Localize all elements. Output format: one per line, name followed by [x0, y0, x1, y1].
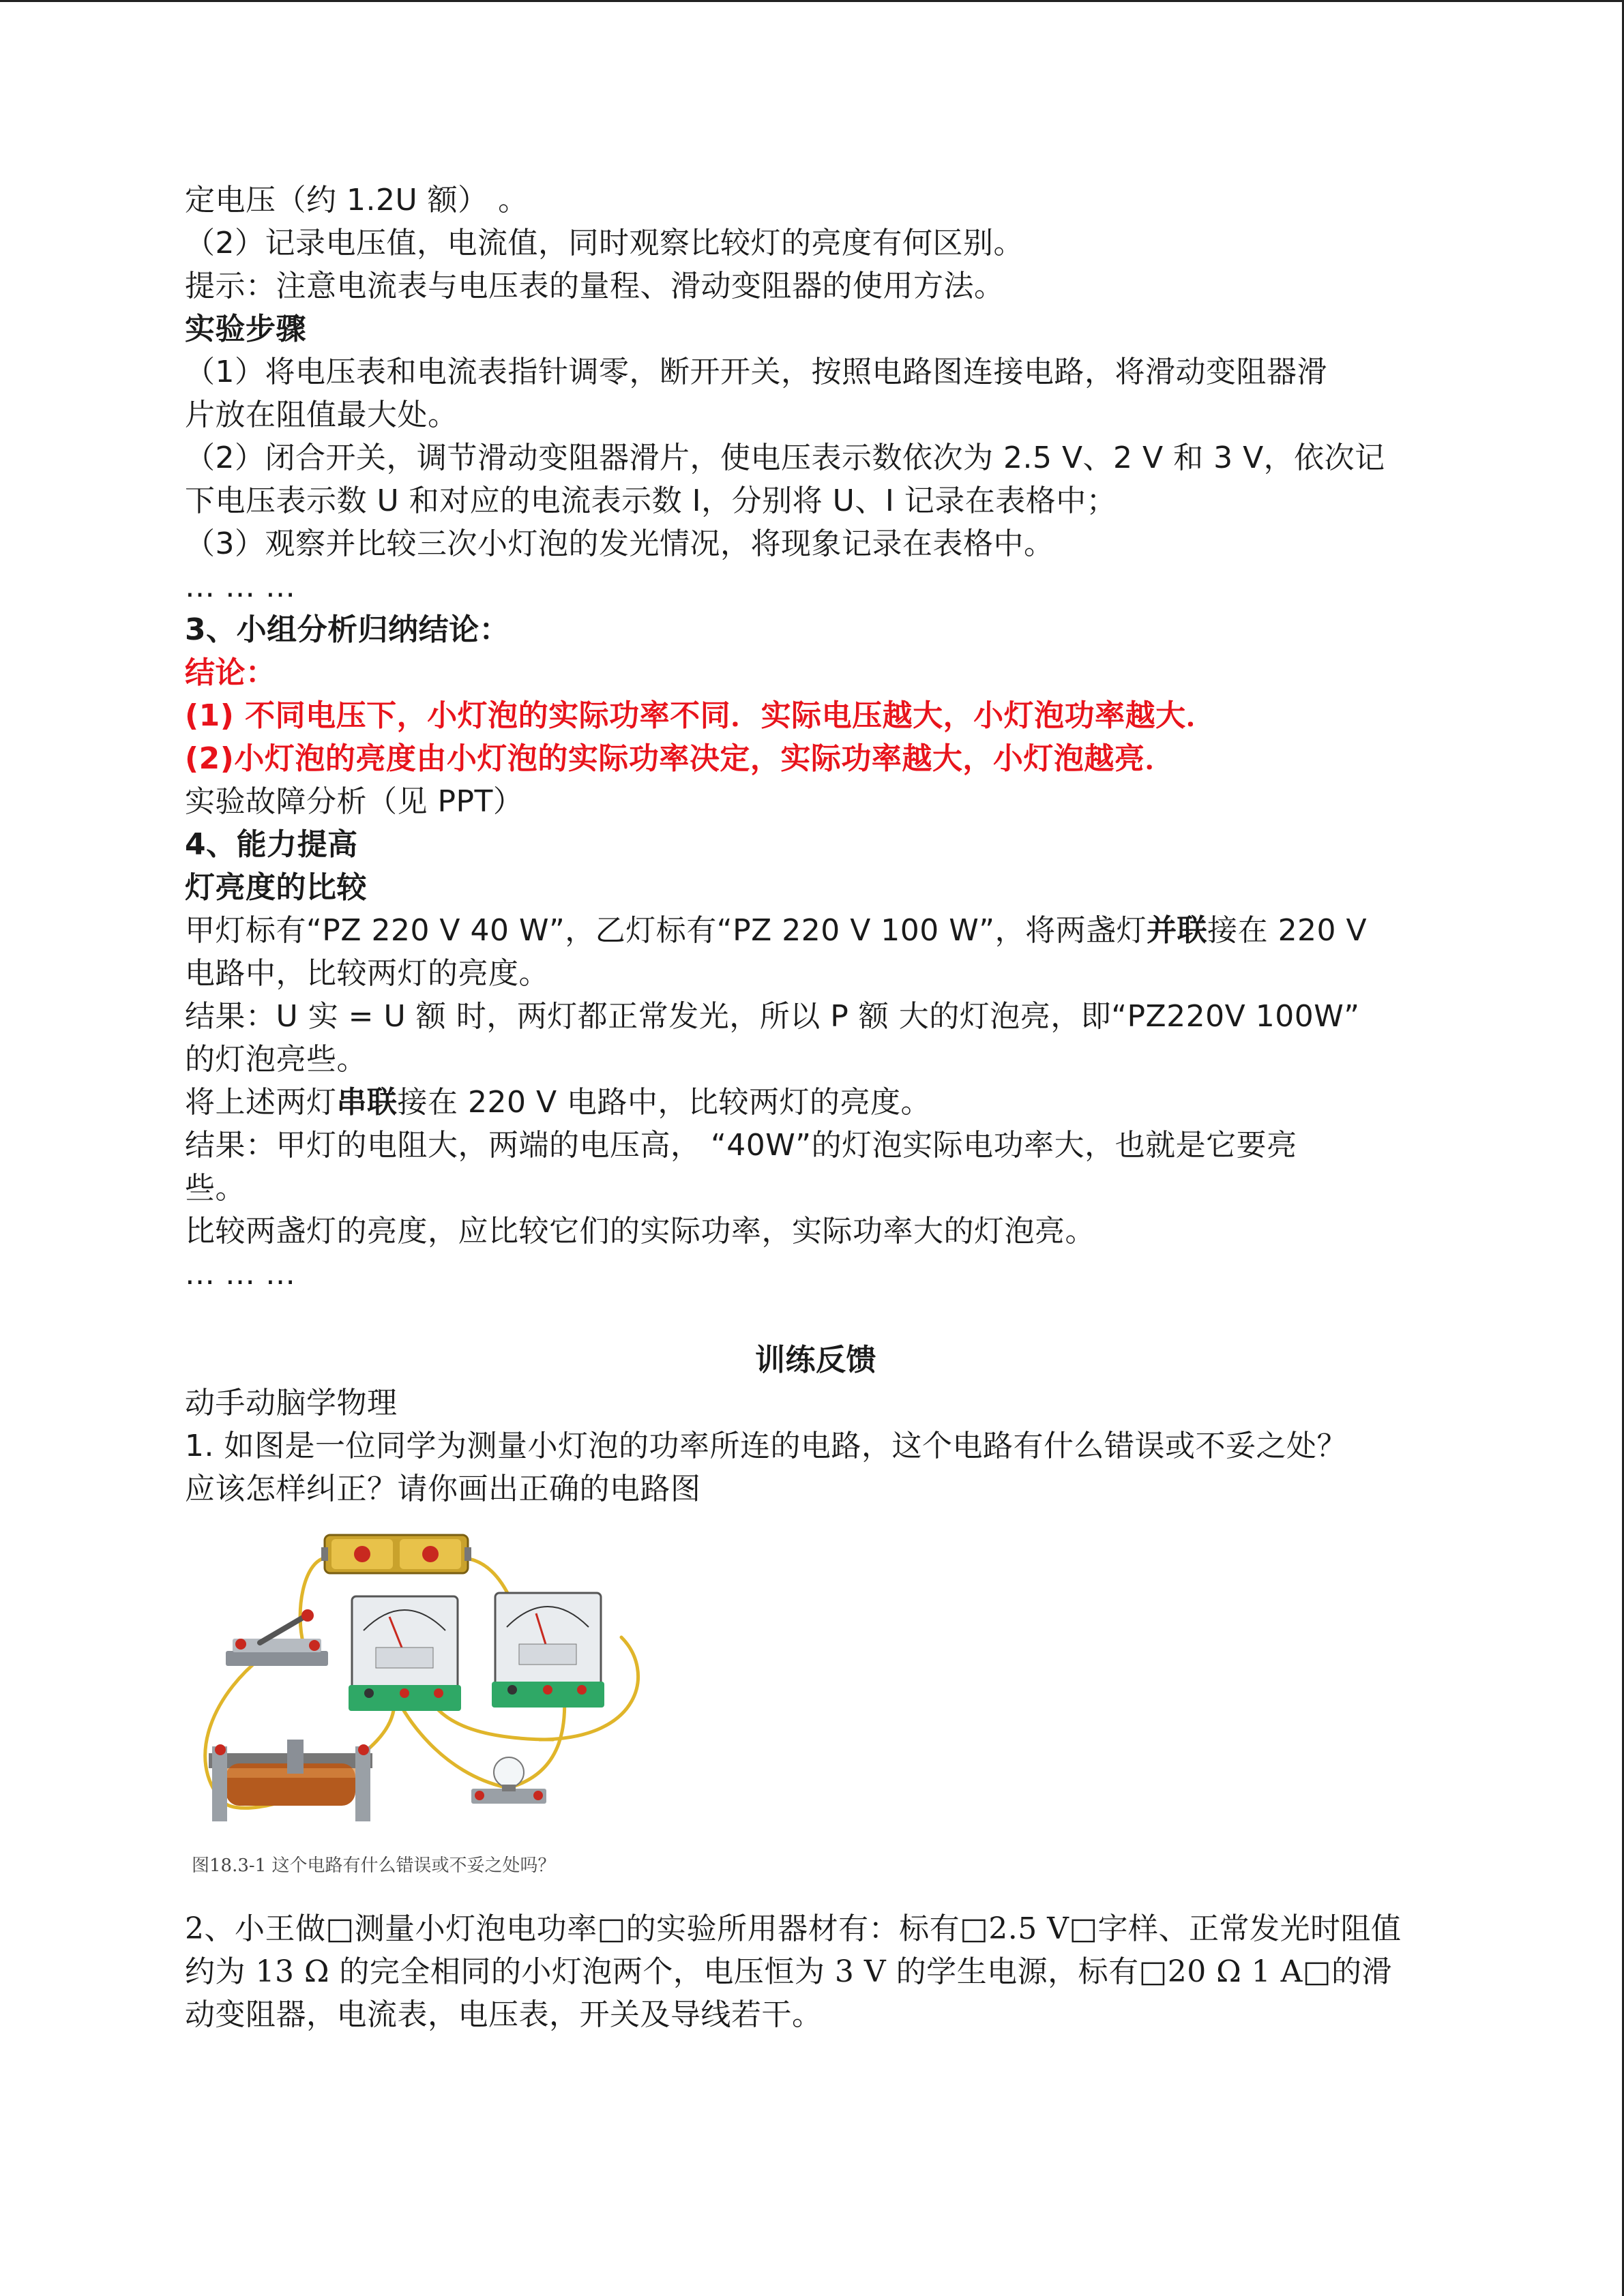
ellipsis: … … … — [185, 569, 296, 604]
document-body — [185, 179, 1447, 2036]
battery-icon — [321, 1535, 471, 1573]
text-span: 接在 220 V 电路中，比较两灯的亮度。 — [397, 1085, 932, 1120]
text-span: 甲灯标有“PZ 220 V 40 W”，乙灯标有“PZ 220 V 100 W”，将两盏灯 — [185, 913, 1147, 948]
step-line: （3）观察并比较三次小灯泡的发光情况，将现象记录在表格中。 — [185, 526, 1054, 561]
conclusion-item: (1) 不同电压下，小灯泡的实际功率不同．实际电压越大，小灯泡功率越大． — [185, 698, 1217, 733]
question-1: 1. 如图是一位同学为测量小灯泡的功率所连的电路，这个电路有什么错误或不妥之处？ — [185, 1429, 1347, 1463]
summary-line: 比较两盏灯的亮度，应比较它们的实际功率，实际功率大的灯泡亮。 — [185, 1214, 1095, 1249]
circuit-figure — [185, 1515, 662, 1883]
figure-caption: 图18.3-1 这个电路有什么错误或不妥之处吗？ — [192, 1855, 556, 1876]
ammeter-icon — [492, 1593, 604, 1708]
circuit-illustration — [185, 1515, 662, 1842]
text-span: 接在 220 V — [1207, 913, 1368, 948]
switch-icon — [226, 1609, 328, 1666]
steps-heading: 实验步骤 — [185, 312, 306, 346]
question-1-cont: 应该怎样纠正？请你画出正确的电路图 — [185, 1472, 701, 1506]
result-line: 些。 — [185, 1171, 246, 1206]
text-span: 将上述两灯 — [185, 1085, 337, 1120]
section3-heading: 3、小组分析归纳结论： — [185, 612, 510, 647]
question-2-line: 动变阻器，电流表，电压表，开关及导线若干。 — [185, 1997, 823, 2032]
training-title: 训练反馈 — [755, 1343, 876, 1377]
step-line: 下电压表示数 U 和对应的电流表示数 I，分别将 U、I 记录在表格中； — [185, 483, 1117, 518]
conclusion-label: 结论： — [185, 655, 276, 690]
text-line: 定电压（约 1.2U 额） 。 — [185, 183, 529, 218]
rheostat-icon — [209, 1740, 372, 1821]
result-line: 结果：甲灯的电阻大，两端的电压高， “40W”的灯泡实际电功率大，也就是它要亮 — [185, 1128, 1297, 1163]
question-2-line: 2、小王做□测量小灯泡电功率□的实验所用器材有：标有□2.5 V□字样、正常发光时阻值 — [185, 1911, 1402, 1946]
step-line: （2）闭合开关，调节滑动变阻器滑片，使电压表示数依次为 2.5 V、2 V 和 3 V，依次记 — [185, 441, 1385, 475]
step-line: 片放在阻值最大处。 — [185, 398, 458, 432]
text-line: 提示：注意电流表与电压表的量程、滑动变阻器的使用方法。 — [185, 269, 1005, 303]
question-2 — [185, 1907, 1447, 2036]
spacer — [185, 1296, 1447, 1339]
result-line: 结果：U 实 = U 额 时，两灯都正常发光，所以 P 额 大的灯泡亮，即“PZ220V 100W” — [185, 999, 1360, 1034]
emphasis-series: 串联 — [336, 1085, 398, 1120]
result-line: 的灯泡亮些。 — [185, 1042, 367, 1077]
training-subtitle: 动手动脑学物理 — [185, 1386, 398, 1420]
question-2-line: 约为 13 Ω 的完全相同的小灯泡两个，电压恒为 3 V 的学生电源，标有□20 Ω 1 A□的滑 — [185, 1954, 1392, 1989]
ellipsis: … … … — [185, 1257, 296, 1292]
text-line: （2）记录电压值，电流值，同时观察比较灯的亮度有何区别。 — [185, 226, 1024, 260]
text-line: 电路中，比较两灯的亮度。 — [185, 956, 549, 991]
voltmeter-icon — [349, 1596, 461, 1711]
paragraph-parallel — [185, 909, 1447, 952]
conclusion-item: (2)小灯泡的亮度由小灯泡的实际功率决定，实际功率越大，小灯泡越亮． — [185, 741, 1175, 776]
emphasis-parallel: 并联 — [1147, 913, 1208, 948]
fault-analysis: 实验故障分析（见 PPT） — [185, 784, 524, 819]
section4-subheading: 灯亮度的比较 — [185, 870, 367, 905]
section4-heading: 4、能力提高 — [185, 827, 358, 862]
step-line: （1）将电压表和电流表指针调零，断开开关，按照电路图连接电路，将滑动变阻器滑 — [185, 355, 1327, 389]
page-border-top — [0, 0, 1624, 2]
paragraph-series — [185, 1081, 1447, 1124]
